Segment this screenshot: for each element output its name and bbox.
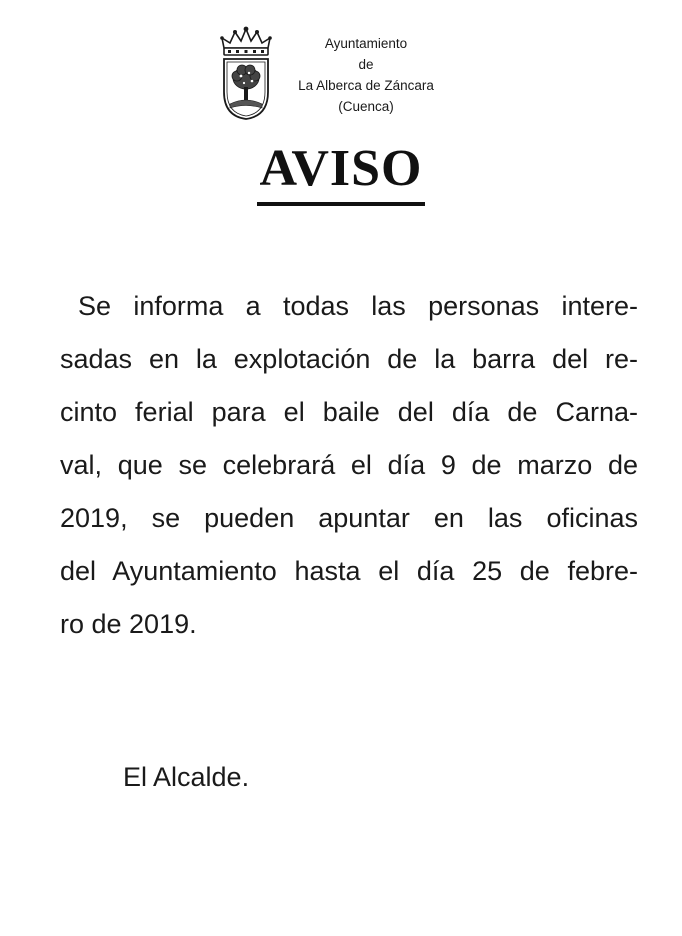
notice-body (60, 280, 638, 651)
notice-title: AVISO (257, 140, 424, 206)
municipality-header (276, 33, 456, 117)
notice-line: sadas en la explotación de la barra del re- (60, 344, 638, 374)
coat-of-arms-icon (218, 26, 274, 122)
org-line-1: Ayuntamiento (324, 36, 408, 51)
org-line-4: (Cuenca) (338, 99, 394, 114)
org-line-3: La Alberca de Záncara (298, 78, 434, 93)
signature: El Alcalde. (123, 762, 250, 792)
notice-line: ro de 2019. (60, 609, 197, 639)
org-line-2: de (358, 57, 374, 72)
notice-line: cinto ferial para el baile del día de Carna- (60, 397, 638, 427)
notice-line: Se informa a todas las personas intere- (78, 291, 638, 321)
notice-line: val, que se celebrará el día 9 de marzo de (60, 450, 638, 480)
notice-line: del Ayuntamiento hasta el día 25 de febre- (60, 556, 638, 586)
notice-title-wrapper (0, 140, 682, 206)
notice-line: 2019, se pueden apuntar en las oficinas (60, 503, 638, 533)
